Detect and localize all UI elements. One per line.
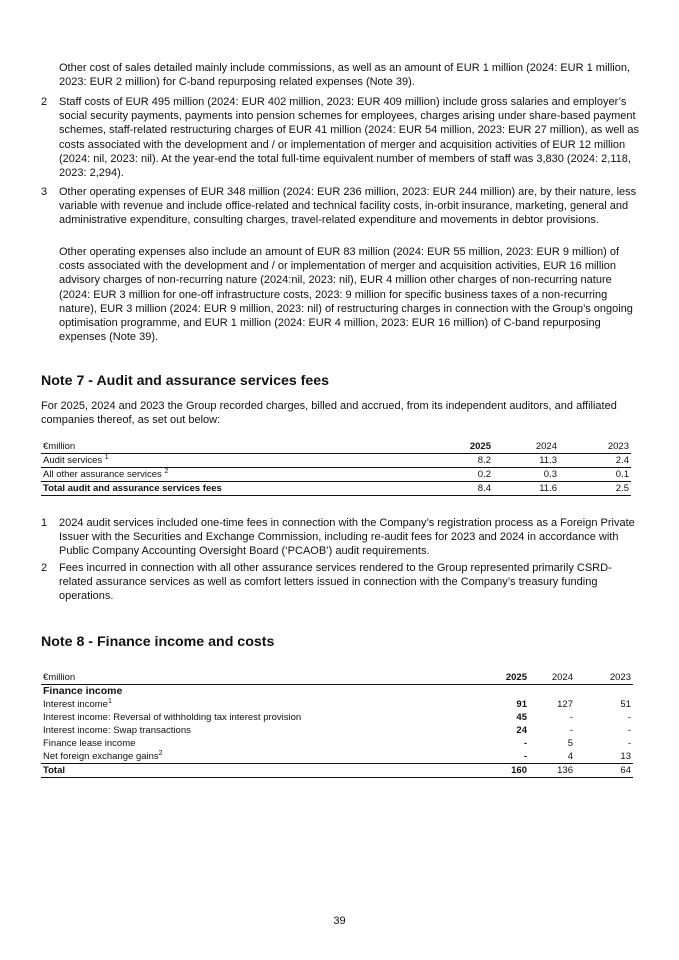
cell-value: -: [569, 725, 573, 736]
table-row: [41, 454, 631, 468]
page-number: 39: [333, 915, 346, 927]
cell-value: 5: [567, 738, 573, 749]
cell-value: 91: [516, 699, 527, 710]
operating-expenses-paragraph: Other operating expenses of EUR 348 million (2024: EUR 236 million, 2023: EUR 244 million) are, by their nature, less variable with revenue and include office-related and technical facility costs, in-orbit insurance, marketing, general and administrative expenditure, consulting charges, travel-related expenditure and movements in debtor provisions.: [59, 186, 637, 227]
audit-fees-table: [41, 440, 631, 496]
footnote-number: 1: [41, 517, 48, 529]
cell-value: 8.2: [421, 454, 493, 468]
total-value: 8.4: [421, 482, 493, 496]
cell-value: -: [523, 751, 527, 762]
total-value: 136: [529, 764, 575, 778]
cell-value: 4: [567, 751, 573, 762]
finance-income-table: [41, 671, 633, 778]
total-value: 160: [429, 764, 529, 778]
total-value: 64: [575, 764, 633, 778]
total-value: 2.5: [559, 482, 631, 496]
cell-value: 2.4: [559, 454, 631, 468]
row-label: Interest income$^1$: [43, 697, 112, 710]
row-label: Net foreign exchange gains$^2$: [43, 749, 163, 762]
year-header: 2023: [575, 671, 633, 685]
row-label: Interest income: Swap transactions: [43, 725, 191, 736]
cell-value: -: [627, 725, 631, 736]
other-cost-paragraph: Other cost of sales detailed mainly include commissions, as well as an amount of EUR 1 million (2024: EUR 1 million, 2023: EUR 2 million) for C-band repurposing related expenses (Note 39).: [59, 62, 631, 89]
year-header: 2024: [493, 440, 559, 454]
note-item-number: 3: [41, 186, 48, 198]
note7-intro: For 2025, 2024 and 2023 the Group recorded charges, billed and accrued, from its independent auditors, and affiliated companies thereof, as set out below:: [41, 400, 617, 427]
cell-value: 45: [516, 712, 527, 723]
table-row: [41, 724, 633, 737]
table-row: [41, 711, 633, 724]
cell-value: -: [523, 738, 527, 749]
table-row: [41, 737, 633, 750]
cell-value: 13: [620, 751, 631, 762]
section-row: [41, 685, 633, 699]
row-label: Finance lease income: [43, 738, 136, 749]
note8-title: Note 8 - Finance income and costs: [41, 634, 275, 650]
total-value: 11.6: [493, 482, 559, 496]
year-header: 2023: [559, 440, 631, 454]
row-label: Interest income: Reversal of withholding tax interest provision: [43, 712, 302, 723]
cell-value: 51: [620, 699, 631, 710]
table-header-row: [41, 440, 631, 454]
footnote-text: 2024 audit services included one-time fees in connection with the Company’s registration process as a Foreign Private Issuer with the Securities and Exchange Commission, including re-audit fees for 2023 and 2024 in accordance with Public Company Accounting Oversight Board (‘PCAOB’) audit requirements.: [59, 517, 635, 558]
cell-value: 11.3: [493, 454, 559, 468]
footnote-number: 2: [41, 562, 48, 574]
footnote-text: Fees incurred in connection with all other assurance services rendered to the Group represented primarily CSRD-related assurance services as well as comfort letters issued in connection with the Company’s treasury funding operations.: [59, 562, 612, 603]
operating-expenses-paragraph-2: Other operating expenses also include an amount of EUR 83 million (2024: EUR 55 million, 2023: EUR 9 million) of costs associated with the development and / or implementation of merger and acquisition activities, EUR 16 million advisory charges of non-recurring nature (2024:nil, 2023: nil), EUR 4 million other charges of non-recurring nature (2024: EUR 3 million for one-off infrastructure costs, 2023: 9 million for specific business taxes of a non-recurring nature), EUR 3 million (2024: EUR 9 million, 2023: nil) of restructuring charges in connection with the Group’s ongoing optimisation programme, and EUR 1 million (2024: EUR 4 million, 2023: EUR 16 million) of C-band repurposing expenses (Note 39).: [59, 246, 633, 344]
row-label: Audit services $^1$: [41, 454, 421, 468]
note7-title: Note 7 - Audit and assurance services fees: [41, 373, 330, 389]
year-header: 2025: [429, 671, 529, 685]
cell-value: -: [627, 712, 631, 723]
total-row: [41, 482, 631, 496]
table-header-row: [41, 671, 633, 685]
total-label: Total audit and assurance services fees: [41, 482, 421, 496]
cell-value: 24: [516, 725, 527, 736]
row-label: All other assurance services $^2$: [43, 467, 169, 480]
total-row: [41, 764, 633, 778]
cell-value: 0.1: [615, 469, 629, 480]
note-item-number: 2: [41, 96, 48, 108]
year-header: 2025: [421, 440, 493, 454]
cell-value: 127: [557, 699, 573, 710]
year-header: 2024: [529, 671, 575, 685]
cell-value: 0.3: [543, 469, 557, 480]
cell-value: 0.2: [477, 469, 491, 480]
total-label: Total: [41, 764, 429, 778]
unit-label: €million: [41, 671, 429, 685]
table-row: [41, 468, 631, 482]
unit-label: €million: [41, 440, 421, 454]
table-row: [41, 750, 633, 764]
section-label: Finance income: [43, 685, 123, 697]
staff-costs-paragraph: Staff costs of EUR 495 million (2024: EUR 402 million, 2023: EUR 409 million) include gross salaries and employer’s social security payments, payments into pension schemes for employees, charges arising under share-based payment schemes, staff-related restructuring charges of EUR 41 million (2024: EUR 54 million, 2023: EUR 27 million), as well as costs associated with the development and / or implementation of merger and acquisition activities of EUR 12 million (2024: nil, 2023: nil). At the year-end the total full-time equivalent number of members of staff was 3,830 (2024: 2,118, 2023: 2,294).: [59, 96, 639, 180]
cell-value: -: [627, 738, 631, 749]
cell-value: -: [569, 712, 573, 723]
table-row: [41, 698, 633, 711]
